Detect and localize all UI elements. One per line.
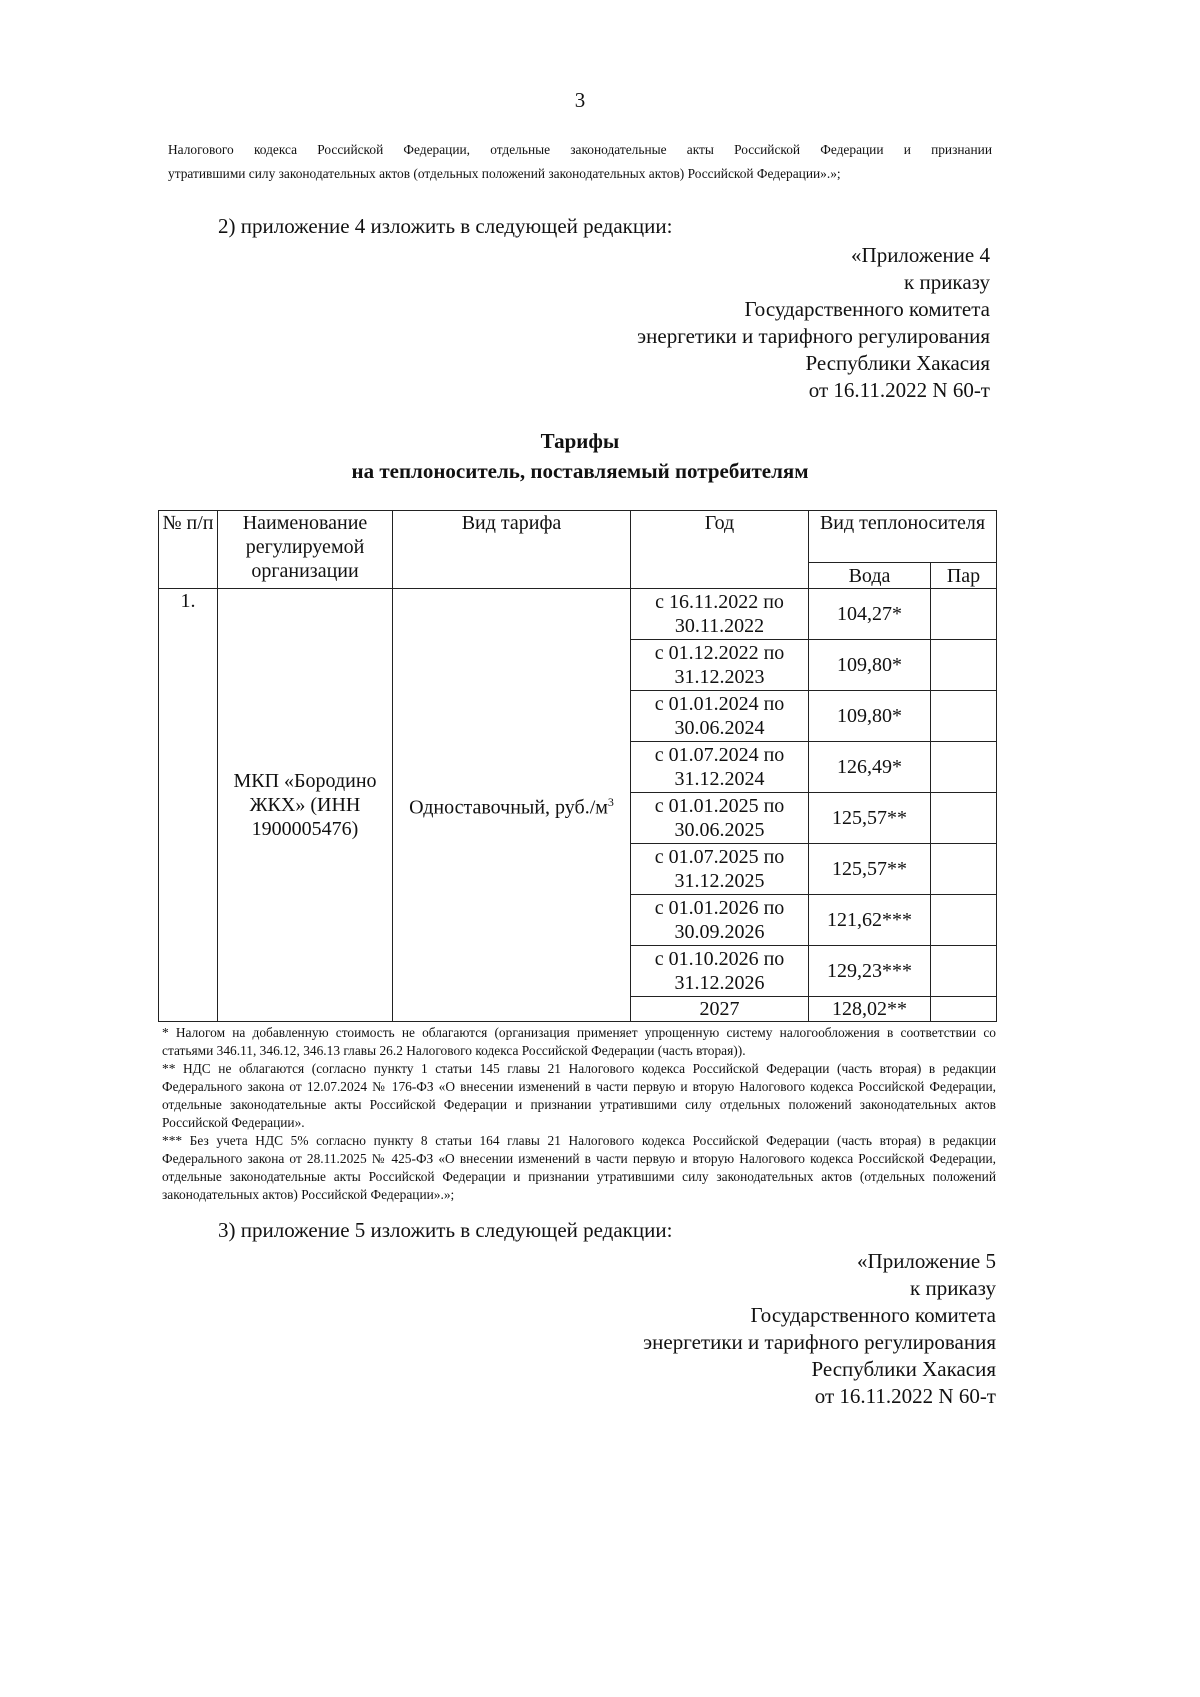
page-number: 3 xyxy=(574,88,586,112)
water-tariff: 126,49* xyxy=(809,742,931,793)
appendix-line: от 16.11.2022 N 60-т xyxy=(808,378,990,402)
steam-tariff xyxy=(931,640,997,691)
tariff-type xyxy=(393,589,631,1022)
footnote: * Налогом на добавленную стоимость не облагаются (организация применяет упрощенную систему налогообложения в соответствии со статьями 346.11, 346.12, 346.13 главы 26.2 Налогового кодекса Российской Федерации (часть вторая)). xyxy=(162,1025,996,1058)
intro-text xyxy=(168,138,992,186)
steam-tariff xyxy=(931,946,997,997)
water-tariff: 104,27* xyxy=(809,589,931,640)
steam-tariff xyxy=(931,691,997,742)
water-tariff: 125,57** xyxy=(809,844,931,895)
appendix-line: Государственного комитета xyxy=(744,297,990,321)
row-number: 1. xyxy=(159,589,218,1022)
item-2: 2) приложение 4 изложить в следующей редакции: xyxy=(218,214,673,238)
appendix-line: к приказу xyxy=(910,1276,996,1300)
steam-tariff xyxy=(931,742,997,793)
steam-tariff xyxy=(931,793,997,844)
footnote: *** Без учета НДС 5% согласно пункту 8 статьи 164 главы 21 Налогового кодекса Российской Федерации (часть вторая) в редакции Федерального закона от 28.11.2025 № 425-ФЗ «О внесении изменений в части первую и вторую Налогового кодекса Российской Федерации, отдельные законодательные акты Российской Федерации и признании утратившими силу законодательных актов (отдельных положений законодательных актов) Российской Федерации».»; xyxy=(162,1133,996,1202)
water-tariff: 125,57** xyxy=(809,793,931,844)
header-num: № п/п xyxy=(159,511,218,589)
appendix-line: «Приложение 4 xyxy=(851,243,990,267)
header-year: Год xyxy=(631,511,809,589)
item-3: 3) приложение 5 изложить в следующей редакции: xyxy=(218,1218,673,1242)
water-tariff: 128,02** xyxy=(809,997,931,1022)
table-title xyxy=(160,426,1000,486)
period: с 01.10.2026 по 31.12.2026 xyxy=(631,946,809,997)
water-tariff: 109,80* xyxy=(809,691,931,742)
tariff-table xyxy=(158,510,997,1022)
title-line: на теплоноситель, поставляемый потребителям xyxy=(351,459,809,483)
title-line: Тарифы xyxy=(540,429,620,453)
tariff-label: Одноставочный, руб./м xyxy=(409,796,608,819)
period: с 16.11.2022 по 30.11.2022 xyxy=(631,589,809,640)
period: с 01.01.2025 по 30.06.2025 xyxy=(631,793,809,844)
appendix-line: Республики Хакасия xyxy=(805,351,990,375)
steam-tariff xyxy=(931,997,997,1022)
water-tariff: 129,23*** xyxy=(809,946,931,997)
appendix-line: к приказу xyxy=(904,270,990,294)
header-water: Вода xyxy=(809,563,931,589)
intro-line: утратившими силу законодательных актов (отдельных положений законодательных актов) Российской Федерации».»; xyxy=(168,166,841,181)
appendix-line: «Приложение 5 xyxy=(857,1249,996,1273)
appendix-line: Государственного комитета xyxy=(750,1303,996,1327)
steam-tariff xyxy=(931,844,997,895)
period: с 01.07.2025 по 31.12.2025 xyxy=(631,844,809,895)
period: с 01.01.2024 по 30.06.2024 xyxy=(631,691,809,742)
period: с 01.07.2024 по 31.12.2024 xyxy=(631,742,809,793)
appendix-5-header xyxy=(643,1248,996,1410)
water-tariff: 109,80* xyxy=(809,640,931,691)
tariff-unit-sup: 3 xyxy=(607,795,614,810)
water-tariff: 121,62*** xyxy=(809,895,931,946)
appendix-4-header xyxy=(637,242,990,404)
appendix-line: от 16.11.2022 N 60-т xyxy=(814,1384,996,1408)
period: с 01.01.2026 по 30.09.2026 xyxy=(631,895,809,946)
header-org: Наименование регулируемой организации xyxy=(218,511,393,589)
steam-tariff xyxy=(931,895,997,946)
footnotes xyxy=(162,1024,996,1204)
period: 2027 xyxy=(631,997,809,1022)
period: с 01.12.2022 по 31.12.2023 xyxy=(631,640,809,691)
footnote: ** НДС не облагаются (согласно пункту 1 статьи 145 главы 21 Налогового кодекса Российской Федерации (часть вторая) в редакции Федерального закона от 12.07.2024 № 176-ФЗ «О внесении изменений в части первую и вторую Налогового кодекса Российской Федерации, отдельные законодательные акты Российской Федерации и признании утратившими силу отдельных положений законодательных актов Российской Федерации». xyxy=(162,1061,996,1130)
appendix-line: энергетики и тарифного регулирования xyxy=(643,1330,996,1354)
header-steam: Пар xyxy=(931,563,997,589)
intro-line: Налогового кодекса Российской Федерации, отдельные законодательные акты Российской Федерации и признании xyxy=(168,142,992,157)
org-name: МКП «Бородино ЖКХ» (ИНН 1900005476) xyxy=(218,589,393,1022)
header-carrier: Вид теплоносителя xyxy=(809,511,997,563)
steam-tariff xyxy=(931,589,997,640)
header-tariff-type: Вид тарифа xyxy=(393,511,631,589)
appendix-line: Республики Хакасия xyxy=(811,1357,996,1381)
appendix-line: энергетики и тарифного регулирования xyxy=(637,324,990,348)
